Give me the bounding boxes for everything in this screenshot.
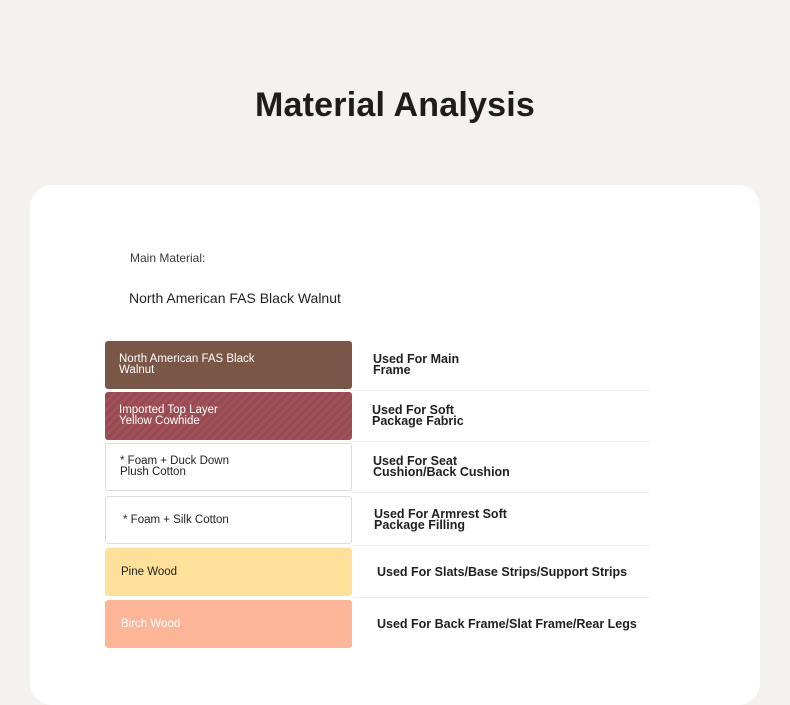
row-divider bbox=[353, 390, 650, 391]
material-swatch bbox=[105, 341, 352, 389]
material-swatch bbox=[105, 548, 352, 596]
material-row bbox=[105, 392, 650, 440]
material-name: North American FAS Black Walnut bbox=[119, 353, 255, 376]
material-name: * Foam + Silk Cotton bbox=[123, 513, 229, 526]
material-name: Imported Top Layer Yellow Cowhide bbox=[119, 404, 218, 427]
material-use: Used For Soft Package Fabric bbox=[372, 403, 464, 428]
material-use: Used For Back Frame/Slat Frame/Rear Legs bbox=[377, 616, 637, 631]
material-swatch bbox=[105, 600, 352, 648]
material-use: Used For Main Frame bbox=[373, 352, 460, 377]
material-name: Pine Wood bbox=[121, 565, 178, 578]
page-title: Material Analysis bbox=[255, 86, 535, 124]
material-row bbox=[105, 548, 650, 596]
material-use: Used For Armrest Soft Package Filling bbox=[374, 507, 507, 532]
material-row bbox=[105, 443, 650, 491]
main-material-label: Main Material: bbox=[130, 251, 206, 265]
material-name: Birch Wood bbox=[121, 617, 181, 630]
material-use: Used For Slats/Base Strips/Support Strips bbox=[377, 564, 628, 579]
material-name: * Foam + Duck Down Plush Cotton bbox=[120, 455, 229, 478]
row-divider bbox=[353, 545, 650, 546]
material-use: Used For Seat Cushion/Back Cushion bbox=[373, 454, 510, 479]
row-divider bbox=[353, 597, 650, 598]
material-row bbox=[105, 496, 650, 544]
row-divider bbox=[353, 492, 650, 493]
main-material-value: North American FAS Black Walnut bbox=[129, 290, 341, 306]
material-swatch bbox=[105, 496, 352, 544]
row-divider bbox=[353, 441, 650, 442]
material-row bbox=[105, 600, 650, 648]
material-swatch bbox=[105, 392, 352, 440]
material-row bbox=[105, 341, 650, 389]
material-swatch bbox=[105, 443, 352, 491]
